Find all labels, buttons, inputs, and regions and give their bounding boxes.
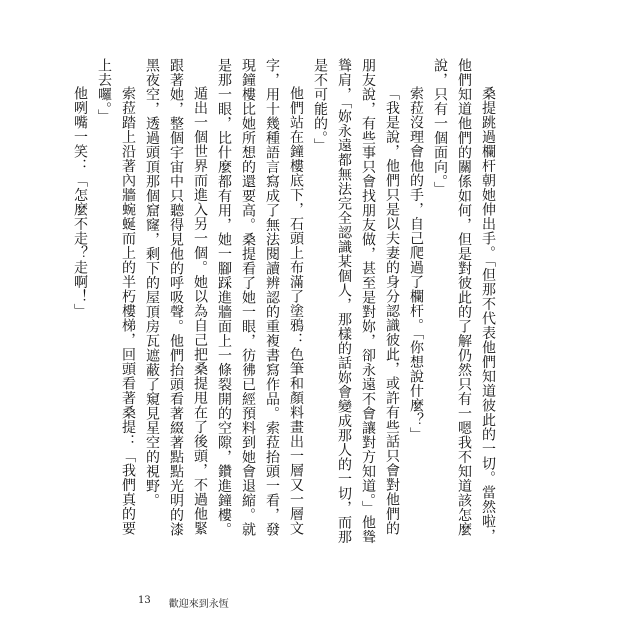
paragraph: 遁出一個世界而進入另一個。她以為自己把桑提甩在了後頭，不過他緊跟著她，整個宇宙中只聽得見他的呼吸聲。他們抬頭看著綴著點點光明的漆黑夜空，透過頭頂那個窟窿，剩下的屋頂房瓦遮蔽了窺見星空的視野。 [144,58,208,537]
paragraph: 桑提跳過欄杆朝她伸出手。「但那不代表他們知道彼此的一切。當然啦，他們知道他們的關係如何，但是對彼此的了解仍然只有一嗯我不知道該怎麼說，只有一個面向。」 [432,58,496,543]
paragraph: 他們站在鐘樓底下，石頭上布滿了塗鴉：色筆和顏料畫出一層又一層文字，用十幾種語言寫成了無法閱讀辨認的重複書寫作品。索菈抬頭一看，發現鐘樓比她所想的還要高。桑提看了她一眼，彷彿已經預料到她會退縮。就是那一眼，比什麼都有用，她一腳踩進牆面上一條裂開的空隙，鑽進鐘樓。 [216,58,304,537]
page-number: 13 [138,595,151,606]
paragraph: 他咧嘴一笑：「怎麼不走？走啊！」 [72,86,88,318]
paragraph: 索菈沒理會他的手，自己爬過了欄杆。「你想說什麼？」 [408,86,424,442]
paragraph: 索菈踏上沿著內牆蜿蜒而上的半朽樓梯，回頭看著桑提：「我們真的要上去囉。」 [96,58,136,536]
vertical-text-body [72,58,500,548]
paragraph: 「我是說，他們只是以夫妻的身分認識彼此，或許有些話只會對他們的朋友說，有些事只會找朋友做，甚至是對妳，卻永遠不會讓對方知道。」他聳聳肩，「妳永遠都無法完全認識某個人，那樣的話妳會變成那人的一切，而那是不可能的。」 [312,58,400,544]
page-footer [138,595,229,610]
running-title: 歡迎來到永恆 [168,599,229,610]
